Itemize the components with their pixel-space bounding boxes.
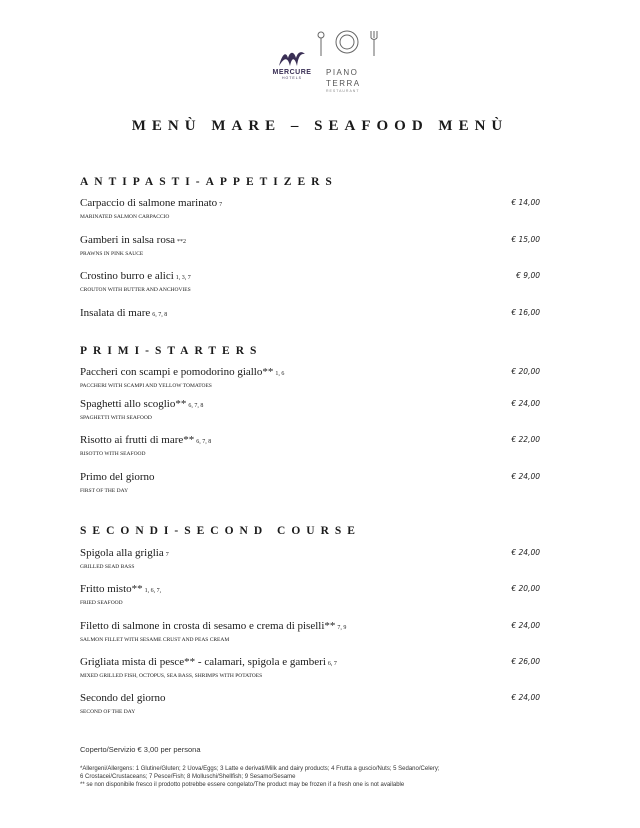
item-english: SPAGHETTI WITH SEAFOOD	[80, 415, 152, 421]
mercure-name: MERCURE	[272, 69, 312, 76]
menu-item	[80, 434, 540, 459]
menu-item	[80, 366, 540, 391]
item-allergens: 1, 6, 7,	[144, 588, 162, 594]
item-name: Primo del giorno	[80, 471, 155, 483]
item-allergens: **2	[177, 239, 186, 245]
frozen-note: ** se non disponibile fresco il prodotto potrebbe essere congelato/The product may be frozen if a fresh one is not available	[80, 782, 405, 788]
item-allergens: 7	[165, 552, 169, 558]
mercure-m-icon	[278, 48, 306, 68]
item-english: MIXED GRILLED FISH, OCTOPUS, SEA BASS, SHRIMPS WITH POTATOES	[80, 673, 263, 679]
item-name: Grigliata mista di pesce** - calamari, spigola e gamberi	[80, 656, 326, 668]
cover-charge-note: Coperto/Servizio € 3,00 per persona	[80, 745, 201, 754]
item-price: € 24,00	[511, 472, 540, 481]
item-english: FIRST OF THE DAY	[80, 488, 129, 494]
item-english: FRIED SEAFOOD	[80, 600, 123, 606]
item-price: € 24,00	[511, 399, 540, 408]
item-english: PACCHERI WITH SCAMPI AND YELLOW TOMATOES	[80, 383, 212, 389]
item-name: Crostino burro e alici	[80, 270, 174, 282]
item-allergens: 7	[219, 202, 223, 208]
mercure-logo	[262, 48, 322, 80]
item-price: € 26,00	[511, 657, 540, 666]
item-allergens: 6, 7, 8	[188, 403, 204, 409]
piano-terra-logo	[316, 28, 386, 93]
menu-item	[80, 656, 540, 681]
item-name: Spigola alla griglia	[80, 547, 164, 559]
item-english: RISOTTO WITH SEAFOOD	[80, 451, 146, 457]
item-price: € 20,00	[511, 367, 540, 376]
menu-item	[80, 307, 540, 322]
section-heading-appetizers: ANTIPASTI-APPETIZERS	[80, 176, 338, 188]
item-name: Insalata di mare	[80, 307, 151, 319]
item-price: € 14,00	[511, 198, 540, 207]
pt-line2: TERRA	[326, 79, 361, 88]
fork-plate-knife-icon	[316, 28, 386, 58]
item-name: Carpaccio di salmone marinato	[80, 197, 218, 209]
item-name: Paccheri con scampi e pomodorino giallo**	[80, 366, 274, 378]
section-heading-starters: PRIMI-STARTERS	[80, 345, 263, 357]
item-allergens: 7, 9	[337, 625, 347, 631]
item-name: Filetto di salmone in crosta di sesamo e crema di piselli**	[80, 620, 336, 632]
item-english: PRAWNS IN PINK SAUCE	[80, 251, 144, 257]
menu-item	[80, 471, 540, 496]
item-price: € 22,00	[511, 435, 540, 444]
item-name: Gamberi in salsa rosa	[80, 234, 175, 246]
section-heading-second-course: SECONDI-SECOND COURSE	[80, 525, 361, 537]
header-logos	[0, 28, 640, 98]
menu-item	[80, 234, 540, 259]
allergens-line-2: 6 Crostacei/Crustaceans; 7 Pesce/Fish; 8 Molluschi/Shellfish; 9 Sesamo/Sesame	[80, 774, 296, 780]
item-english: SALMON FILLET WITH SESAME CRUST AND PEAS CREAM	[80, 637, 230, 643]
item-allergens: 1, 6	[275, 371, 285, 377]
item-name: Fritto misto**	[80, 583, 143, 595]
item-name: Spaghetti allo scoglio**	[80, 398, 187, 410]
menu-item	[80, 197, 540, 222]
item-name: Risotto ai frutti di mare**	[80, 434, 195, 446]
item-english: CROUTON WITH BUTTER AND ANCHOVIES	[80, 287, 191, 293]
menu-item	[80, 620, 540, 645]
item-price: € 15,00	[511, 235, 540, 244]
item-allergens: 6, 7, 8	[196, 439, 212, 445]
menu-item	[80, 270, 540, 295]
item-english: SECOND OF THE DAY	[80, 709, 136, 715]
pt-sub: RESTAURANT	[326, 89, 360, 93]
allergens-line-1: *Allergeni/Allergens: 1 Glutine/Gluten; 2 Uova/Eggs; 3 Latte e derivati/Milk and dairy products; 4 Frutta a guscio/Nuts; 5 Sedano/Celery;	[80, 766, 440, 772]
item-allergens: 6, 7, 8	[152, 312, 168, 318]
item-price: € 16,00	[511, 308, 540, 317]
item-price: € 24,00	[511, 548, 540, 557]
pt-line1: PIANO	[326, 68, 359, 77]
menu-title: MENÙ MARE – SEAFOOD MENÙ	[131, 118, 509, 134]
item-allergens: 1, 3, 7	[175, 275, 191, 281]
menu-item	[80, 398, 540, 423]
mercure-sub: HOTELS	[281, 76, 302, 80]
item-price: € 9,00	[516, 271, 540, 280]
item-english: MARINATED SALMON CARPACCIO	[80, 214, 170, 220]
item-price: € 24,00	[511, 621, 540, 630]
item-english: GRILLED SEAD BASS	[80, 564, 135, 570]
menu-item	[80, 692, 540, 717]
item-price: € 20,00	[511, 584, 540, 593]
item-price: € 24,00	[511, 693, 540, 702]
item-name: Secondo del giorno	[80, 692, 166, 704]
item-allergens: 6, 7	[327, 661, 337, 667]
menu-item	[80, 583, 540, 608]
piano-terra-name	[326, 67, 386, 89]
menu-item	[80, 547, 540, 572]
allergen-notes	[80, 765, 550, 789]
